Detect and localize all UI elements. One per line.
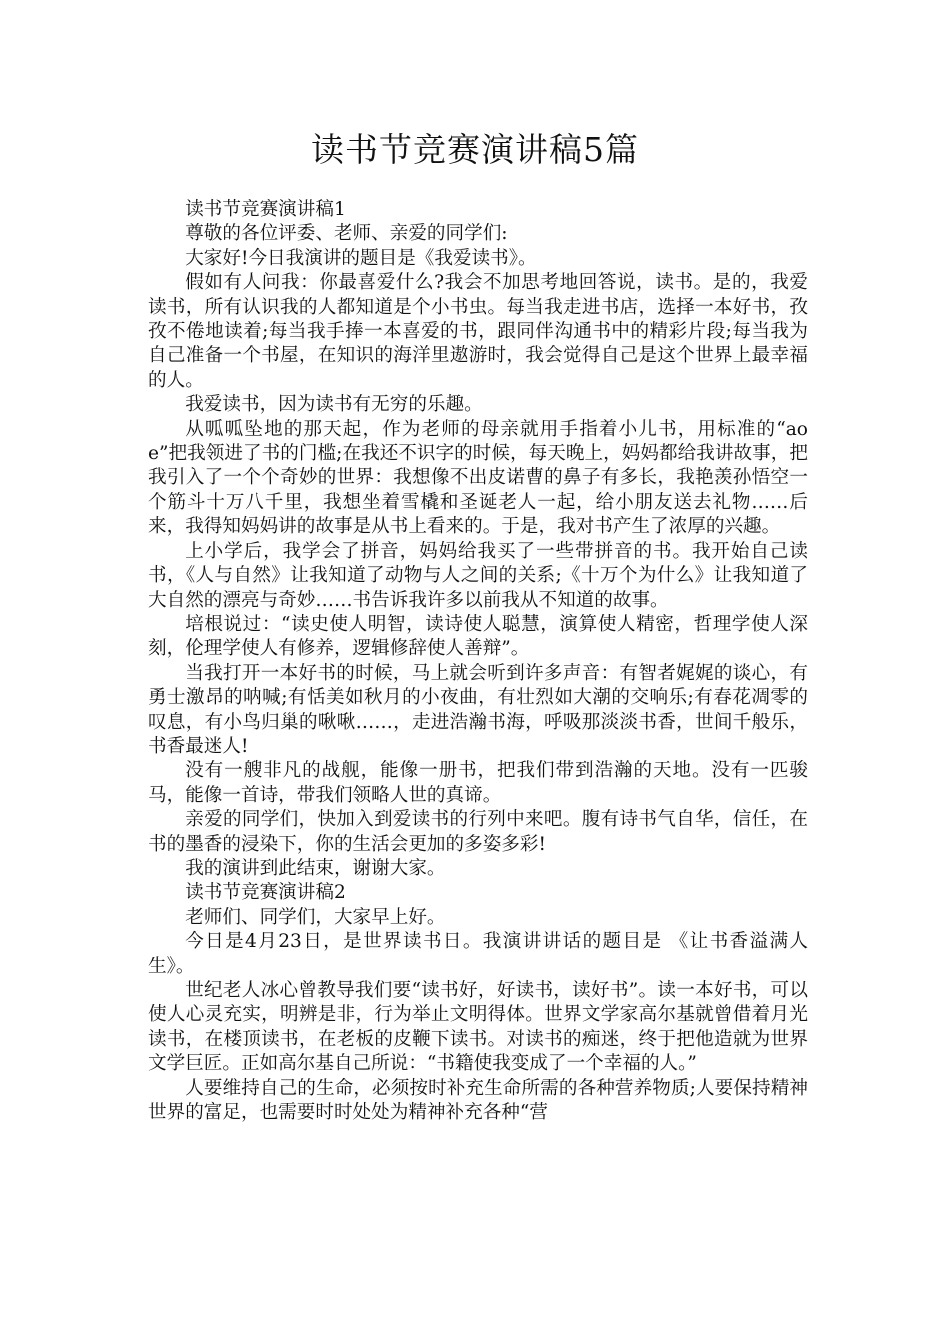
body-paragraph: 世纪老人冰心曾教导我们要“读书好，好读书，读好书”。读一本好书，可以使人心灵充实，明辨是非，行为举止文明得体。世界文学家高尔基就曾借着月光读书，在楼顶读书，在老板的皮鞭下读书。对读书的痴迷，终于把他造就为世界文学巨匠。正如高尔基自己所说：“书籍使我变成了一个幸福的人。”: [148, 980, 808, 1075]
body-paragraph: 当我打开一本好书的时候，马上就会听到许多声音：有智者娓娓的谈心，有勇士激昂的呐喊;有恬美如秋月的小夜曲，有壮烈如大潮的交响乐;有春花凋零的叹息，有小鸟归巢的啾啾……，走进浩瀚书海，呼吸那淡淡书香，世间千般乐，书香最迷人!: [148, 662, 808, 757]
body-paragraph: 今日是4月23日，是世界读书日。我演讲讲话的题目是 《让书香溢满人生》。: [148, 931, 808, 977]
body-paragraph: 我爱读书，因为读书有无穷的乐趣。: [185, 394, 483, 416]
body-paragraph: 没有一艘非凡的战舰，能像一册书，把我们带到浩瀚的天地。没有一匹骏马，能像一首诗，带我们领略人世的真谛。: [148, 760, 808, 806]
body-paragraph: 大家好!今日我演讲的题目是《我爱读书》。: [185, 247, 537, 269]
document-body: [148, 198, 808, 1125]
salutation: 尊敬的各位评委、老师、亲爱的同学们:: [185, 223, 508, 245]
document-title: 读书节竞赛演讲稿5篇: [311, 130, 639, 169]
body-paragraph: 培根说过：“读史使人明智，读诗使人聪慧，演算使人精密，哲理学使人深刻，伦理学使人有修养，逻辑修辞使人善辩”。: [148, 613, 808, 660]
section-heading: 读书节竞赛演讲稿1: [185, 199, 346, 220]
section-heading: 读书节竞赛演讲稿2: [185, 882, 346, 904]
body-paragraph: 上小学后，我学会了拼音，妈妈给我买了一些带拼音的书。我开始自己读书，《人与自然》让我知道了动物与人之间的关系;《十万个为什么》让我知道了大自然的漂亮与奇妙……书告诉我许多以前我从不知道的故事。: [148, 540, 808, 611]
body-paragraph: 人要维持自己的生命，必须按时补充生命所需的各种营养物质;人要保持精神世界的富足，也需要时时处处为精神补充各种“营: [148, 1077, 808, 1124]
body-paragraph: 亲爱的同学们，快加入到爱读书的行列中来吧。腹有诗书气自华，信任，在书的墨香的浸染下，你的生活会更加的多姿多彩!: [148, 809, 808, 855]
salutation: 老师们、同学们，大家早上好。: [185, 906, 446, 928]
body-paragraph: 从呱呱坠地的那天起，作为老师的母亲就用手指着小儿书，用标准的“aoe”把我领进了书的门槛;在我还不识字的时候，每天晚上，妈妈都给我讲故事，把我引入了一个个奇妙的世界：我想像不出皮诺曹的鼻子有多长，我艳羡孙悟空一个筋斗十万八千里，我想坐着雪橇和圣诞老人一起，给小朋友送去礼物……后来，我得知妈妈讲的故事是从书上看来的。于是，我对书产生了浓厚的兴趣。: [148, 418, 808, 538]
body-paragraph: 假如有人问我：你最喜爱什么?我会不加思考地回答说，读书。是的，我爱读书，所有认识我的人都知道是个小书虫。每当我走进书店，选择一本好书，孜孜不倦地读着;每当我手捧一本喜爱的书，跟同伴沟通书中的精彩片段;每当我为自己准备一个书屋，在知识的海洋里遨游时，我会觉得自己是这个世界上最幸福的人。: [148, 272, 808, 391]
body-paragraph: 我的演讲到此结束，谢谢大家。: [185, 857, 446, 879]
